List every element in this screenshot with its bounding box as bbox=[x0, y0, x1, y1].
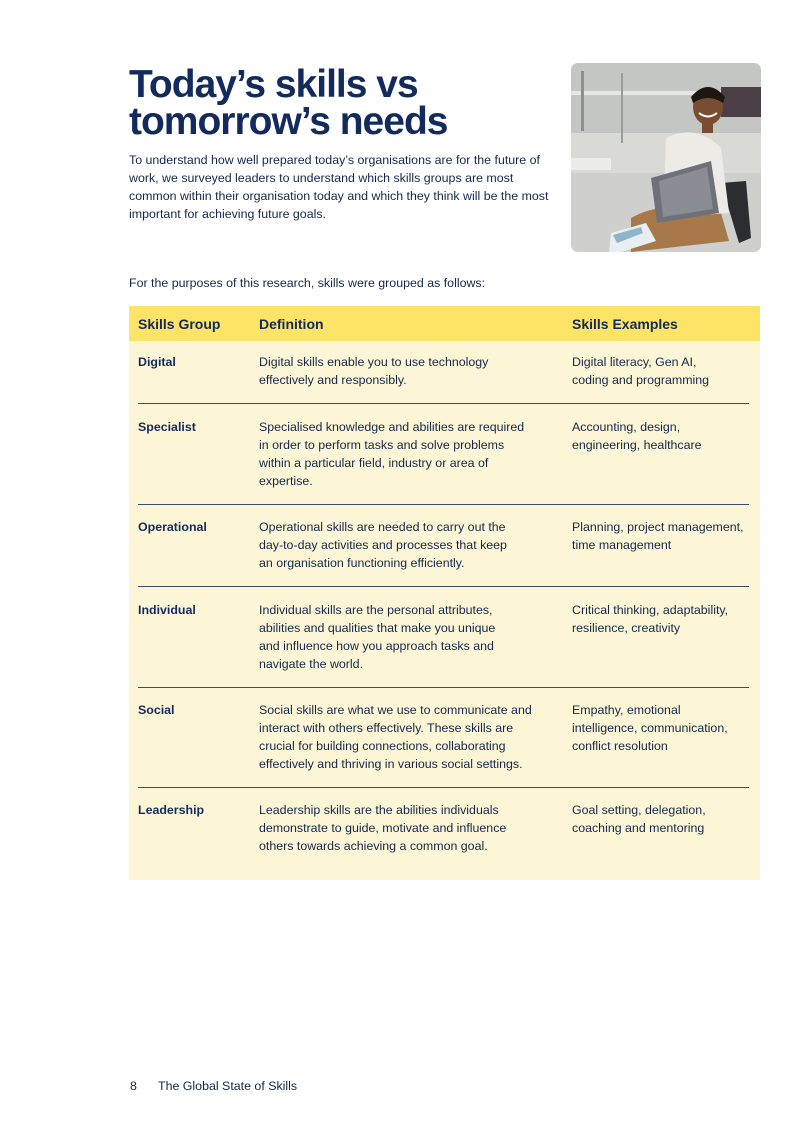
definition-cell bbox=[259, 418, 549, 490]
skills-group-cell: Individual bbox=[138, 603, 196, 617]
definition-cell bbox=[259, 601, 549, 673]
definition-line: within a particular field, industry or area of bbox=[259, 456, 489, 470]
intro-paragraph: To understand how well prepared today’s organisations are for the future of work, we surveyed leaders to understand which skills groups are most common within their organisation today and which they think will be the most important for achieving future goals. bbox=[129, 153, 549, 221]
table-intro: For the purposes of this research, skills were grouped as follows: bbox=[129, 276, 486, 290]
definition-line: and influence how you approach tasks and bbox=[259, 639, 494, 653]
row-divider bbox=[138, 687, 749, 688]
skills-group-cell: Specialist bbox=[138, 420, 196, 434]
examples-cell bbox=[572, 701, 752, 755]
examples-line: coding and programming bbox=[572, 373, 710, 387]
title-line-1: Today’s skills vs bbox=[129, 63, 418, 106]
definition-line: demonstrate to guide, motivate and influence bbox=[259, 821, 507, 835]
column-header-skills-group: Skills Group bbox=[138, 316, 221, 332]
definition-line: expertise. bbox=[259, 474, 313, 488]
definition-line: effectively and thriving in various social settings. bbox=[259, 757, 523, 771]
page-footer bbox=[130, 1078, 297, 1094]
examples-line: engineering, healthcare bbox=[572, 438, 702, 452]
definition-cell bbox=[259, 353, 549, 389]
skills-group-cell: Digital bbox=[138, 355, 176, 369]
definition-cell bbox=[259, 518, 549, 572]
definition-line: Individual skills are the personal attributes, bbox=[259, 603, 493, 617]
definition-line: an organisation functioning efficiently. bbox=[259, 556, 465, 570]
examples-line: conflict resolution bbox=[572, 739, 668, 753]
examples-line: Goal setting, delegation, bbox=[572, 803, 706, 817]
row-divider bbox=[138, 586, 749, 587]
row-divider bbox=[138, 504, 749, 505]
examples-line: Planning, project management, bbox=[572, 520, 744, 534]
definition-cell bbox=[259, 701, 549, 773]
examples-cell bbox=[572, 601, 752, 637]
examples-line: coaching and mentoring bbox=[572, 821, 705, 835]
definition-line: crucial for building connections, collaborating bbox=[259, 739, 506, 753]
examples-cell bbox=[572, 418, 752, 454]
skills-group-cell: Operational bbox=[138, 520, 207, 534]
definition-line: in order to perform tasks and solve problems bbox=[259, 438, 505, 452]
row-divider bbox=[138, 403, 749, 404]
definition-line: abilities and qualities that make you unique bbox=[259, 621, 496, 635]
column-header-skills-examples: Skills Examples bbox=[572, 316, 678, 332]
page-number: 8 bbox=[130, 1079, 137, 1093]
definition-line: interact with others effectively. These skills are bbox=[259, 721, 514, 735]
skills-group-cell: Leadership bbox=[138, 803, 205, 817]
examples-cell bbox=[572, 353, 752, 389]
row-divider bbox=[138, 787, 749, 788]
page-title bbox=[129, 63, 559, 143]
examples-line: resilience, creativity bbox=[572, 621, 681, 635]
examples-line: Digital literacy, Gen AI, bbox=[572, 355, 697, 369]
title-line-2: tomorrow’s needs bbox=[129, 100, 448, 143]
definition-line: Operational skills are needed to carry out the bbox=[259, 520, 506, 534]
publication-title: The Global State of Skills bbox=[158, 1079, 298, 1093]
examples-cell bbox=[572, 518, 752, 554]
examples-line: Critical thinking, adaptability, bbox=[572, 603, 729, 617]
examples-line: Empathy, emotional bbox=[572, 703, 681, 717]
definition-line: day-to-day activities and processes that keep bbox=[259, 538, 507, 552]
skills-group-cell: Social bbox=[138, 703, 175, 717]
definition-line: navigate the world. bbox=[259, 657, 364, 671]
skills-table bbox=[129, 306, 760, 880]
definition-line: effectively and responsibly. bbox=[259, 373, 407, 387]
definition-cell bbox=[259, 801, 549, 855]
hero-photo bbox=[571, 63, 761, 252]
examples-line: Accounting, design, bbox=[572, 420, 681, 434]
definition-line: others towards achieving a common goal. bbox=[259, 839, 488, 853]
definition-line: Leadership skills are the abilities individuals bbox=[259, 803, 499, 817]
examples-line: time management bbox=[572, 538, 672, 552]
definition-line: Social skills are what we use to communicate and bbox=[259, 703, 532, 717]
column-header-definition: Definition bbox=[259, 316, 324, 332]
examples-line: intelligence, communication, bbox=[572, 721, 728, 735]
examples-cell bbox=[572, 801, 752, 837]
table-header bbox=[129, 306, 760, 341]
definition-line: Specialised knowledge and abilities are required bbox=[259, 420, 525, 434]
definition-line: Digital skills enable you to use technology bbox=[259, 355, 489, 369]
